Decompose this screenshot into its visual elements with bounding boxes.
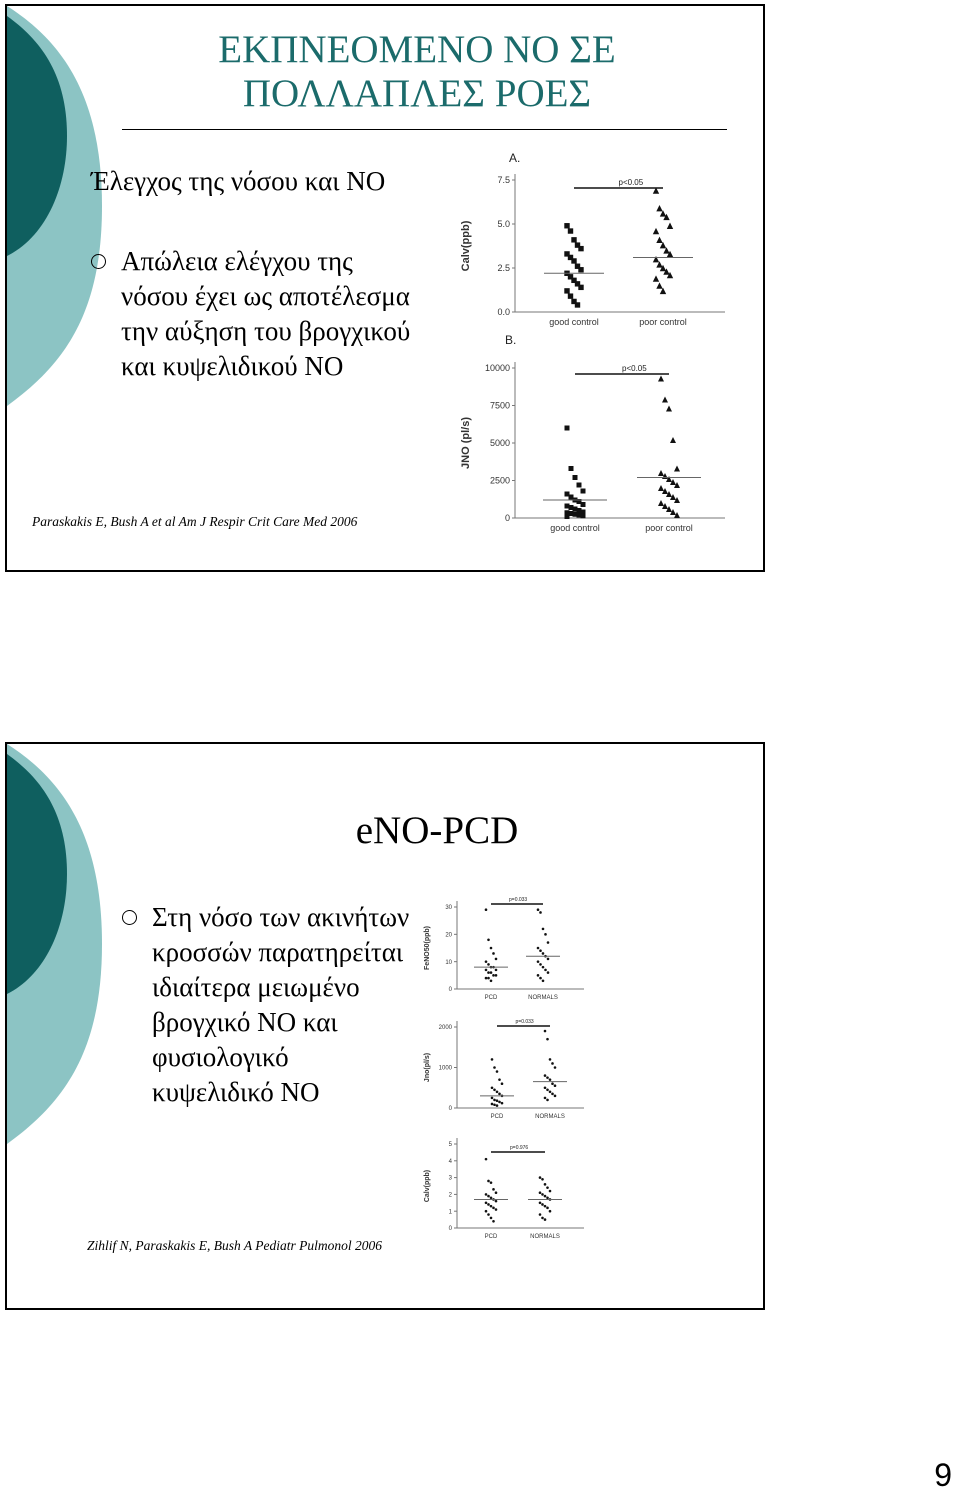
- data-point: [496, 1091, 499, 1094]
- data-point: [546, 1038, 549, 1041]
- data-point: [541, 1217, 544, 1220]
- data-point: [493, 1099, 496, 1102]
- data-point: [539, 911, 542, 914]
- data-point: [492, 974, 495, 977]
- chart-calv-pcd: [419, 1130, 589, 1260]
- y-tick-label: 0: [448, 987, 452, 994]
- slide-title: ΕΚΠΝΕΟΜΕΝΟ ΝΟ ΣΕ ΠΟΛΛΑΠΛΕΣ ΡΟΕΣ: [218, 28, 616, 115]
- data-point: [492, 1207, 495, 1210]
- data-point: [495, 1200, 498, 1203]
- slide-2: [5, 742, 765, 1310]
- data-point: [547, 941, 550, 944]
- slide-title: eNO-PCD: [355, 809, 519, 852]
- data-point: [554, 1095, 557, 1098]
- data-point: [544, 969, 547, 972]
- data-point: [544, 1218, 547, 1221]
- data-point: [674, 466, 680, 472]
- data-point: [541, 1203, 544, 1206]
- y-tick-label: 7.5: [497, 175, 510, 186]
- data-point: [549, 1058, 552, 1061]
- circle-bullet-icon: [91, 254, 106, 269]
- data-point: [495, 1208, 498, 1211]
- significance-label: p=0.033: [515, 1019, 534, 1025]
- data-point: [578, 285, 583, 290]
- data-point: [541, 1178, 544, 1181]
- data-point: [549, 1078, 552, 1081]
- data-point: [539, 1176, 542, 1179]
- data-point: [493, 1103, 496, 1106]
- data-point: [546, 1088, 549, 1091]
- data-point: [487, 1203, 490, 1206]
- data-point: [658, 485, 664, 491]
- x-category-label: good control: [550, 523, 600, 533]
- data-point: [544, 1074, 547, 1077]
- data-point: [487, 977, 490, 980]
- data-point: [578, 246, 583, 251]
- y-axis-label: Calv(ppb): [424, 1169, 431, 1203]
- data-point: [492, 952, 495, 955]
- data-point: [495, 1191, 498, 1194]
- data-point: [539, 977, 542, 980]
- y-tick-label: 20: [445, 932, 452, 939]
- data-point: [485, 977, 488, 980]
- data-point: [487, 963, 490, 966]
- data-point: [490, 1205, 493, 1208]
- data-point: [581, 489, 586, 494]
- y-tick-label: 10: [445, 959, 452, 966]
- data-point: [578, 267, 583, 272]
- data-point: [491, 1086, 494, 1089]
- data-point: [568, 293, 573, 298]
- x-category-label: poor control: [645, 523, 693, 533]
- significance-label: p<0.05: [618, 178, 644, 187]
- data-point: [490, 1217, 493, 1220]
- data-point: [542, 980, 545, 983]
- data-point: [544, 1086, 547, 1089]
- data-point: [490, 1196, 493, 1199]
- data-point: [564, 223, 569, 228]
- y-tick-label: 4: [448, 1158, 452, 1165]
- data-point: [490, 980, 493, 983]
- y-tick-label: 3: [448, 1175, 452, 1182]
- data-point: [495, 974, 498, 977]
- data-point: [546, 1196, 549, 1199]
- lead-text: Έλεγχος της νόσου και ΝΟ: [91, 166, 386, 196]
- data-point: [496, 1104, 499, 1107]
- y-tick-label: 2000: [438, 1025, 452, 1032]
- page-number: 9: [934, 1457, 952, 1493]
- y-tick-label: 7500: [489, 400, 510, 411]
- data-point: [542, 928, 545, 931]
- data-point: [487, 1213, 490, 1216]
- data-point: [656, 282, 662, 288]
- citation: Paraskakis E, Bush A et al Am J Respir Crit Care Med 2006: [32, 514, 358, 529]
- y-axis-label: FeNO50(ppb): [424, 926, 431, 970]
- data-point: [485, 908, 488, 911]
- data-point: [564, 288, 569, 293]
- panel-label: B.: [505, 333, 517, 347]
- data-point: [485, 1158, 488, 1161]
- data-point: [658, 470, 664, 476]
- data-point: [487, 971, 490, 974]
- data-point: [573, 475, 578, 480]
- data-point: [485, 969, 488, 972]
- x-category-label: good control: [549, 317, 599, 327]
- data-point: [501, 1102, 504, 1105]
- data-point: [670, 437, 676, 443]
- data-point: [581, 502, 586, 507]
- data-point: [537, 908, 540, 911]
- data-point: [549, 1210, 552, 1213]
- data-point: [539, 1191, 542, 1194]
- data-point: [493, 1088, 496, 1091]
- data-point: [551, 1093, 554, 1096]
- data-point: [554, 1084, 557, 1087]
- y-tick-label: 1: [448, 1209, 452, 1216]
- data-point: [658, 376, 664, 382]
- chart-jno-control: [447, 326, 757, 533]
- y-tick-label: 5: [448, 1142, 452, 1149]
- data-point: [544, 1183, 547, 1186]
- y-tick-label: 0: [448, 1106, 452, 1113]
- data-point: [581, 513, 586, 518]
- data-point: [491, 1058, 494, 1061]
- data-point: [485, 1210, 488, 1213]
- x-category-label: NORMALS: [530, 1234, 560, 1240]
- data-point: [496, 1070, 499, 1073]
- panel-label: A.: [509, 151, 521, 165]
- data-point: [487, 1180, 490, 1183]
- title-divider: [122, 129, 727, 130]
- y-axis-label: Calv(ppb): [460, 220, 472, 272]
- data-point: [653, 275, 659, 281]
- y-tick-label: 1000: [438, 1065, 452, 1072]
- data-point: [568, 228, 573, 233]
- data-point: [498, 1078, 501, 1081]
- data-point: [491, 1103, 494, 1106]
- data-point: [485, 1193, 488, 1196]
- data-point: [539, 963, 542, 966]
- data-point: [569, 466, 574, 471]
- x-category-label: PCD: [484, 1234, 498, 1240]
- data-point: [667, 223, 673, 229]
- significance-label: p=0.976: [510, 1145, 529, 1151]
- bullet-text: Στη νόσο των ακινήτων κροσσών παρατηρείται ιδιαίτερα μειωμένο βρογχικό ΝΟ και φυσιολογικό κυψελιδικό ΝΟ: [152, 902, 410, 1107]
- data-point: [575, 302, 580, 307]
- circle-bullet-icon: [122, 910, 137, 925]
- data-point: [544, 1195, 547, 1198]
- data-point: [565, 426, 570, 431]
- data-point: [571, 237, 576, 242]
- data-point: [551, 1062, 554, 1065]
- y-tick-label: 0: [504, 513, 510, 524]
- data-point: [541, 1193, 544, 1196]
- data-point: [537, 974, 540, 977]
- data-point: [577, 483, 582, 488]
- chart-feno-pcd: [419, 894, 589, 1014]
- slide-1: [5, 4, 765, 572]
- bullet-item: [91, 244, 421, 384]
- data-point: [485, 1202, 488, 1205]
- data-point: [653, 228, 659, 234]
- y-tick-label: 5000: [489, 438, 510, 449]
- data-point: [554, 1066, 557, 1069]
- data-point: [492, 1220, 495, 1223]
- chart-calv-control: [447, 144, 757, 329]
- data-point: [571, 258, 576, 263]
- data-point: [537, 947, 540, 950]
- data-point: [485, 960, 488, 963]
- y-axis-label: JNO (pl/s): [460, 417, 472, 469]
- data-point: [539, 1202, 542, 1205]
- data-point: [495, 969, 498, 972]
- data-point: [565, 514, 570, 519]
- data-point: [549, 1091, 552, 1094]
- data-point: [539, 949, 542, 952]
- y-tick-label: 0.0: [497, 307, 510, 318]
- significance-label: p<0.05: [622, 364, 647, 373]
- data-point: [496, 1099, 499, 1102]
- data-point: [493, 1066, 496, 1069]
- y-tick-label: 2.5: [497, 263, 510, 274]
- data-point: [542, 966, 545, 969]
- x-category-label: PCD: [490, 1114, 504, 1120]
- data-point: [487, 1195, 490, 1198]
- y-tick-label: 30: [445, 905, 452, 912]
- data-point: [498, 1101, 501, 1104]
- data-point: [551, 1082, 554, 1085]
- data-point: [544, 1097, 547, 1100]
- x-category-label: PCD: [484, 995, 498, 1001]
- data-point: [546, 1099, 549, 1102]
- data-point: [546, 1186, 549, 1189]
- bullet-text: Απώλεια ελέγχου της νόσου έχει ως αποτέλεσμα την αύξηση του βρογχικού και κυψελιδικού ΝΟ: [121, 246, 411, 381]
- data-point: [656, 205, 662, 211]
- data-point: [492, 1188, 495, 1191]
- data-point: [498, 1093, 501, 1096]
- data-point: [656, 237, 662, 243]
- bullet-item: [122, 900, 412, 1110]
- data-point: [544, 1030, 547, 1033]
- data-point: [666, 406, 672, 412]
- data-point: [549, 1190, 552, 1193]
- data-point: [547, 971, 550, 974]
- x-category-label: poor control: [639, 317, 687, 327]
- chart-jno-pcd: [419, 1012, 589, 1132]
- x-category-label: NORMALS: [528, 995, 558, 1001]
- data-point: [658, 500, 664, 506]
- y-axis-label: Jno(pl/s): [424, 1052, 431, 1083]
- data-point: [490, 1181, 493, 1184]
- data-point: [542, 952, 545, 955]
- y-tick-label: 0: [448, 1226, 452, 1233]
- x-category-label: NORMALS: [535, 1114, 565, 1120]
- significance-label: p=0.033: [509, 897, 528, 903]
- y-tick-label: 2500: [489, 475, 510, 486]
- y-tick-label: 2: [448, 1192, 452, 1199]
- data-point: [547, 958, 550, 961]
- y-tick-label: 5.0: [497, 219, 510, 230]
- data-point: [490, 971, 493, 974]
- data-point: [546, 1207, 549, 1210]
- data-point: [544, 933, 547, 936]
- data-point: [537, 960, 540, 963]
- data-point: [487, 939, 490, 942]
- y-tick-label: 10000: [484, 363, 510, 374]
- data-point: [501, 1082, 504, 1085]
- data-point: [544, 1205, 547, 1208]
- data-point: [546, 1076, 549, 1079]
- citation: Zihlif N, Paraskakis E, Bush A Pediatr Pulmonol 2006: [87, 1238, 383, 1253]
- data-point: [539, 1213, 542, 1216]
- data-point: [490, 947, 493, 950]
- decorative-arc-shape: [7, 744, 117, 1312]
- data-point: [662, 397, 668, 403]
- data-point: [495, 958, 498, 961]
- data-point: [491, 1097, 494, 1100]
